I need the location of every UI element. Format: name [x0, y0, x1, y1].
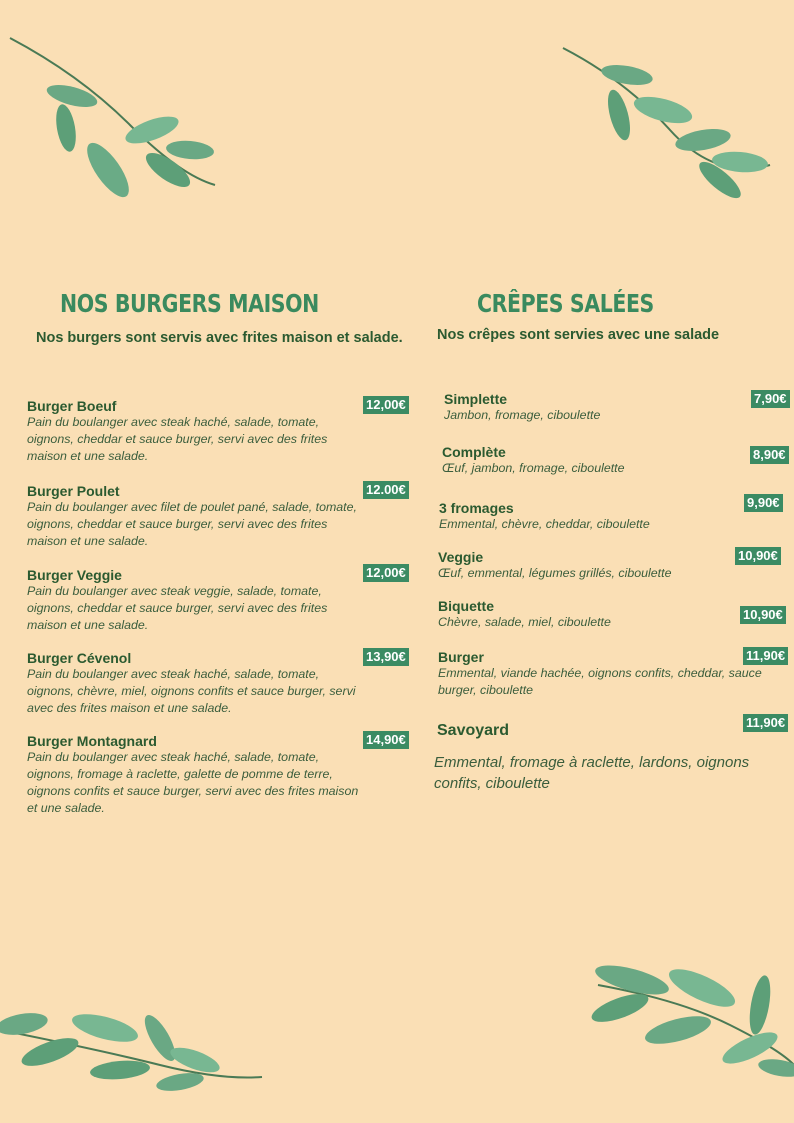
item-description: Pain du boulanger avec filet de poulet pané, salade, tomate, oignons, cheddar et sauce burger, servi avec des frites maison et une salade.: [27, 500, 357, 548]
menu-item-crepe-veggie: [438, 549, 728, 582]
item-name: Burger Boeuf: [27, 398, 117, 414]
item-description: Emmental, chèvre, cheddar, ciboulette: [439, 517, 650, 531]
price-badge: 12,00€: [363, 396, 409, 414]
leaf-branch-bottom-right-icon: [590, 960, 794, 1080]
item-name: Simplette: [444, 391, 508, 407]
menu-item-burger-cevenol: [27, 650, 367, 717]
item-name: Veggie: [438, 549, 484, 565]
item-description: Œuf, jambon, fromage, ciboulette: [442, 461, 625, 475]
item-description: Emmental, viande hachée, oignons confits, cheddar, sauce burger, ciboulette: [438, 666, 762, 697]
item-name: Burger Cévenol: [27, 650, 132, 666]
price-badge: 8,90€: [750, 446, 789, 464]
item-name: Burger Veggie: [27, 567, 122, 583]
menu-item-crepe-complete: [442, 444, 732, 477]
item-description: Pain du boulanger avec steak haché, salade, tomate, oignons, chèvre, miel, oignons confits et sauce burger, servi avec des frites maison et une salade.: [27, 667, 356, 715]
item-name: Biquette: [438, 598, 494, 614]
menu-item-burger-boeuf: [27, 398, 367, 465]
price-badge: 11,90€: [743, 647, 788, 665]
item-description: Chèvre, salade, miel, ciboulette: [438, 615, 611, 629]
price-badge: 11,90€: [743, 714, 788, 732]
item-description: Pain du boulanger avec steak haché, salade, tomate, oignons, fromage à raclette, galette de pomme de terre, oignons confits et sauce burger, servi avec des frites maison et une salade.: [27, 750, 359, 815]
item-description: Pain du boulanger avec steak haché, salade, tomate, oignons, cheddar et sauce burger, servi avec des frites maison et une salade.: [27, 415, 328, 463]
burgers-subtitle: Nos burgers sont servis avec frites maison et salade.: [36, 330, 403, 346]
crepes-subtitle: Nos crêpes sont servies avec une salade: [437, 327, 720, 343]
menu-item-crepe-burger: [438, 649, 778, 699]
item-description: Emmental, fromage à raclette, lardons, oignons confits, ciboulette: [434, 754, 750, 792]
menu-item-crepe-3-fromages: [439, 500, 729, 533]
price-badge: 14,90€: [363, 731, 409, 749]
item-name: Complète: [442, 444, 506, 460]
item-description: Pain du boulanger avec steak veggie, salade, tomate, oignons, cheddar et sauce burger, servi avec des frites maison et une salade.: [27, 584, 328, 632]
price-badge: 7,90€: [751, 390, 790, 408]
item-name: Burger: [438, 649, 484, 665]
price-badge: 9,90€: [744, 494, 783, 512]
price-badge: 13,90€: [363, 648, 409, 666]
menu-item-burger-montagnard: [27, 733, 367, 817]
item-name: 3 fromages: [439, 500, 514, 516]
item-name: Burger Montagnard: [27, 733, 157, 749]
price-badge: 10,90€: [735, 547, 781, 565]
menu-item-burger-poulet: [27, 483, 367, 550]
price-badge: 12.00€: [363, 481, 409, 499]
leaf-branch-top-left-icon: [0, 30, 230, 200]
menu-item-crepe-savoyard: [434, 722, 784, 794]
menu-item-burger-veggie: [27, 567, 367, 634]
item-description: Œuf, emmental, légumes grillés, ciboulette: [438, 566, 672, 580]
leaf-branch-bottom-left-icon: [0, 1000, 270, 1100]
item-name: Burger Poulet: [27, 483, 120, 499]
menu-item-crepe-biquette: [438, 598, 728, 631]
item-name: Savoyard: [437, 722, 510, 739]
menu-item-crepe-simplette: [444, 391, 734, 424]
price-badge: 12,00€: [363, 564, 409, 582]
item-description: Jambon, fromage, ciboulette: [444, 408, 601, 422]
burgers-section-title: NOS BURGERS MAISON: [60, 289, 319, 318]
leaf-branch-top-right-icon: [555, 40, 785, 210]
crepes-section-title: CRÊPES SALÉES: [477, 289, 654, 318]
price-badge: 10,90€: [740, 606, 786, 624]
